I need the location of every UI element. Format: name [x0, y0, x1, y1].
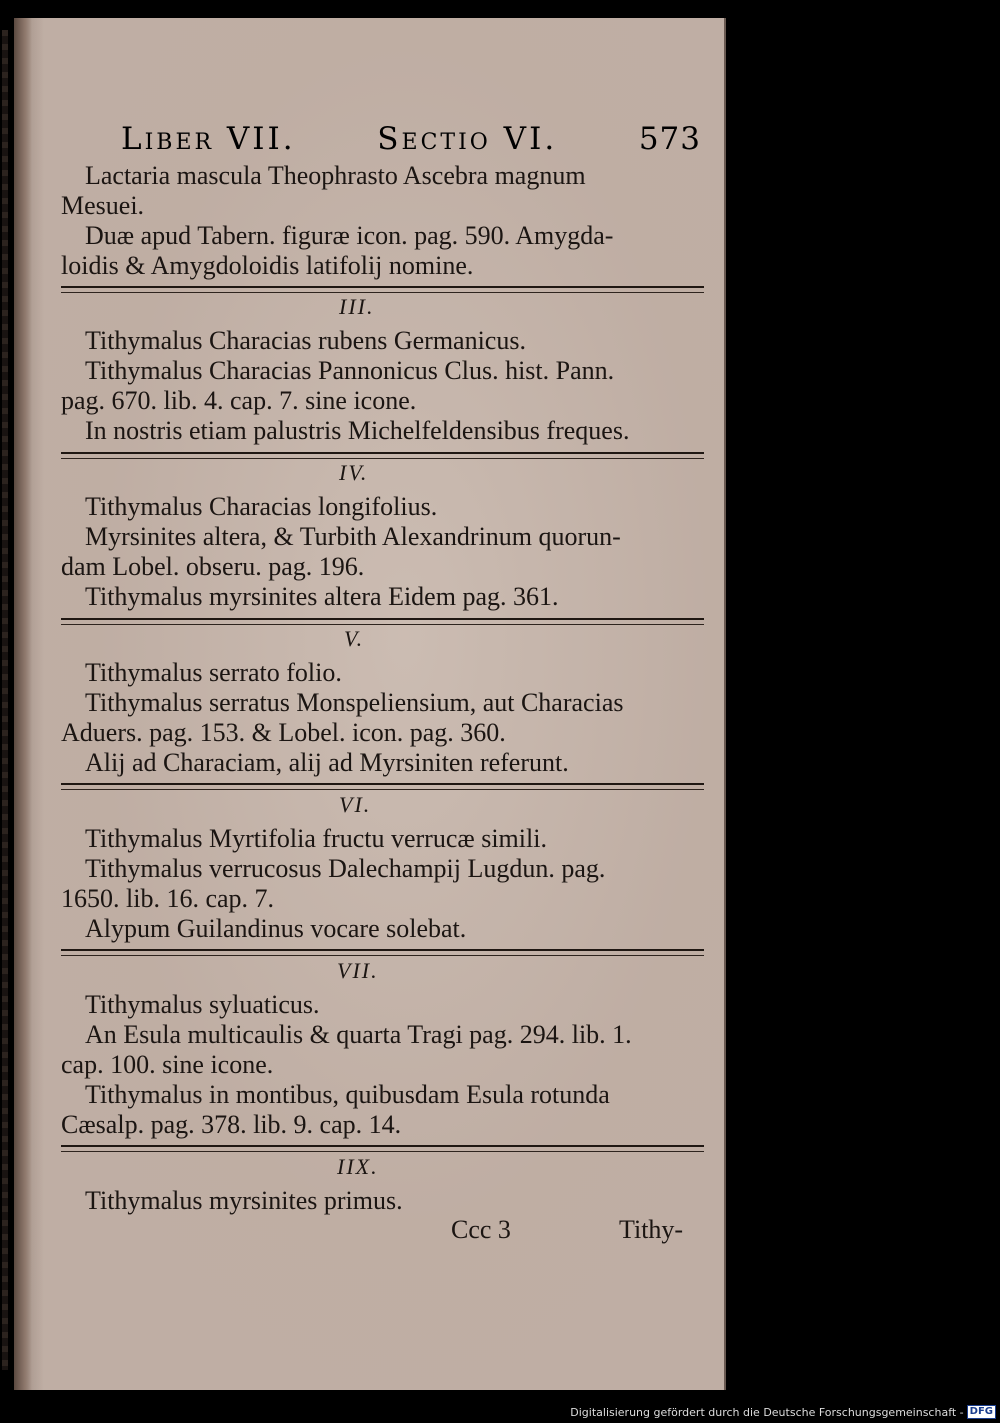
page-gutter-shadow [14, 18, 32, 1390]
text-line: Tithymalus Myrtifolia fructu verrucæ simili. [85, 824, 547, 853]
book-page [14, 18, 726, 1390]
section-numeral: VI. [339, 792, 372, 817]
dfg-logo: DFG [967, 1405, 996, 1419]
text-line: Tithymalus in montibus, quibusdam Esula rotunda [85, 1080, 610, 1109]
text-line: 1650. lib. 16. cap. 7. [61, 884, 275, 913]
section-numeral: IV. [339, 460, 369, 485]
text-line: Myrsinites altera, & Turbith Alexandrinum quorun- [85, 522, 621, 551]
section-numeral: IIX. [337, 1154, 379, 1179]
header-sectio: Sectio VI. [377, 121, 558, 157]
text-line: Tithymalus serrato folio. [85, 658, 342, 687]
text-line: Alij ad Characiam, alij ad Myrsiniten referunt. [85, 748, 569, 777]
catchword: Tithy- [619, 1215, 684, 1244]
text-line: Lactaria mascula Theophrasto Ascebra magnum [85, 161, 586, 190]
text-line: Tithymalus serratus Monspeliensium, aut Characias [85, 688, 624, 717]
text-line: Cæsalp. pag. 378. lib. 9. cap. 14. [61, 1110, 402, 1139]
text-line: Tithymalus Characias rubens Germanicus. [85, 326, 526, 355]
text-line: Mesuei. [61, 191, 145, 220]
section-numeral: VII. [337, 958, 379, 983]
section-rule [61, 286, 704, 293]
signature-mark: Ccc 3 [451, 1215, 511, 1244]
book-spine [2, 30, 8, 1370]
section-rule [61, 618, 704, 625]
section-numeral: V. [344, 626, 365, 651]
section-numeral: III. [339, 294, 375, 319]
text-line: Tithymalus Characias longifolius. [85, 492, 438, 521]
page-number: 573 [638, 121, 701, 157]
text-line: An Esula multicaulis & quarta Tragi pag. 294. lib. 1. [85, 1020, 632, 1049]
header-liber: Liber VII. [121, 121, 296, 157]
text-line: Tithymalus myrsinites altera Eidem pag. 361. [85, 582, 559, 611]
section-rule [61, 949, 704, 956]
text-line: Aduers. pag. 153. & Lobel. icon. pag. 360. [61, 718, 506, 747]
text-line: Alypum Guilandinus vocare solebat. [85, 914, 467, 943]
text-line: Tithymalus verrucosus Dalechampij Lugdun. pag. [85, 854, 606, 883]
section-rule [61, 783, 704, 790]
text-line: Tithymalus myrsinites primus. [85, 1186, 403, 1215]
text-line: Tithymalus syluaticus. [85, 990, 320, 1019]
text-line: cap. 100. sine icone. [61, 1050, 274, 1079]
digitization-credit [570, 1404, 996, 1420]
text-line: pag. 670. lib. 4. cap. 7. sine icone. [61, 386, 417, 415]
text-line: In nostris etiam palustris Michelfeldensibus freques. [85, 416, 630, 445]
text-line: Duæ apud Tabern. figuræ icon. pag. 590. Amygda- [85, 221, 614, 250]
running-header [121, 121, 701, 161]
text-line: dam Lobel. obseru. pag. 196. [61, 552, 365, 581]
text-line: loidis & Amygdoloidis latifolij nomine. [61, 251, 474, 280]
text-line: Tithymalus Characias Pannonicus Clus. hist. Pann. [85, 356, 615, 385]
section-rule [61, 452, 704, 459]
credit-text: Digitalisierung gefördert durch die Deutsche Forschungsgemeinschaft - [570, 1405, 964, 1419]
section-rule [61, 1145, 704, 1152]
